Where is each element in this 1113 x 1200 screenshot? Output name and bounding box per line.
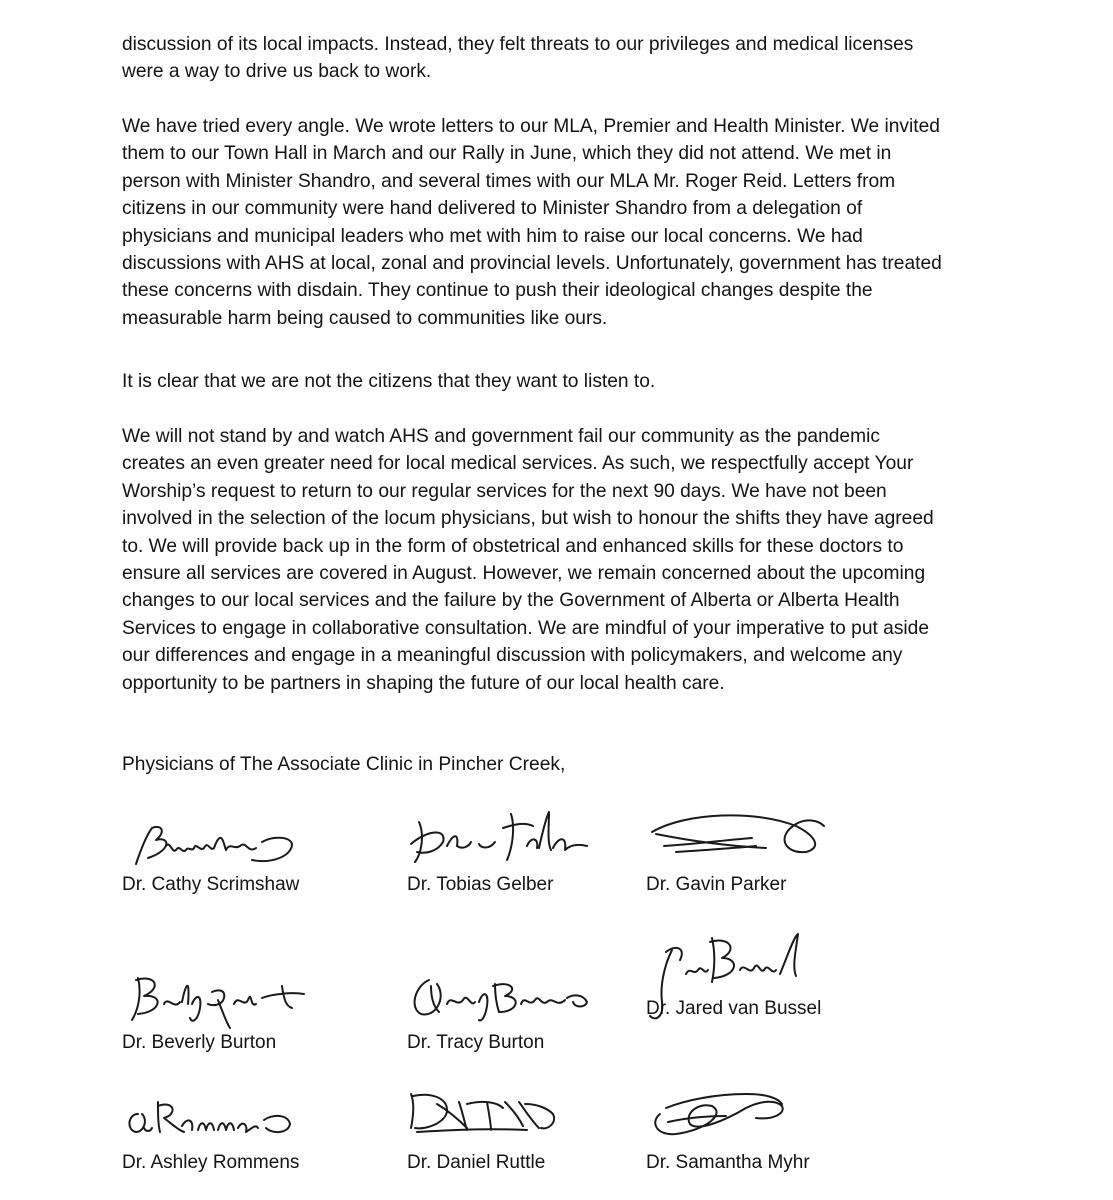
closing-text: Physicians of The Associate Clinic in Pincher Creek, — [122, 754, 566, 775]
text-line: measurable harm being caused to communities like ours. — [122, 307, 608, 329]
signatory-name: Dr. Beverly Burton — [122, 1032, 277, 1053]
text-line: to. We will provide back up in the form of obstetrical and enhanced skills for these doctors to — [122, 535, 904, 557]
paragraph-3 — [122, 368, 1002, 395]
signature-block — [122, 806, 382, 896]
text-line: discussion of its local impacts. Instead, they felt threats to our privileges and medical licenses — [122, 34, 914, 55]
handwritten-signature — [407, 806, 627, 876]
signatory-name: Dr. Samantha Myhr — [646, 1152, 810, 1173]
signatory-name: Dr. Ashley Rommens — [122, 1152, 300, 1173]
paragraph-1 — [122, 31, 1002, 86]
text-line: ensure all services are covered in August. However, we remain concerned about the upcoming — [122, 563, 926, 585]
signatory-name: Dr. Jared van Bussel — [646, 998, 822, 1019]
text-line: our differences and engage in a meaningful discussion with policymakers, and welcome any — [122, 645, 903, 667]
text-line: involved in the selection of the locum physicians, but wish to honour the shifts they have agreed — [122, 508, 934, 530]
signatory-name: Dr. Tobias Gelber — [407, 874, 554, 895]
text-line: We have tried every angle. We wrote letters to our MLA, Premier and Health Minister. We invited — [122, 116, 940, 137]
handwritten-signature — [646, 1084, 846, 1144]
text-line: citizens in our community were hand delivered to Minister Shandro from a delegation of — [122, 198, 863, 220]
text-line: them to our Town Hall in March and our Rally in June, which they did not attend. We met in — [122, 143, 892, 165]
text-line: person with Minister Shandro, and several times with our MLA Mr. Roger Reid. Letters from — [122, 170, 896, 192]
text-line: discussions with AHS at local, zonal and provincial levels. Unfortunately, government has treated — [122, 253, 942, 275]
signature-block — [122, 964, 382, 1054]
handwritten-signature — [122, 964, 322, 1034]
text-line: Services to engage in collaborative consultation. We are mindful of your imperative to put aside — [122, 617, 930, 639]
text-line: We will not stand by and watch AHS and government fail our community as the pandemic — [122, 426, 880, 447]
handwritten-signature — [122, 806, 322, 876]
text-line: were a way to drive us back to work. — [122, 61, 432, 83]
signatory-name: Dr. Tracy Burton — [407, 1032, 545, 1053]
signature-block — [407, 806, 667, 896]
text-line: changes to our local services and the failure by the Government of Alberta or Alberta Health — [122, 590, 900, 612]
signatory-name: Dr. Daniel Ruttle — [407, 1152, 546, 1173]
text-line: these concerns with disdain. They continue to push their ideological changes despite the — [122, 280, 873, 302]
signature-block — [122, 1084, 382, 1174]
handwritten-signature — [122, 1084, 322, 1144]
text-line: It is clear that we are not the citizens that they want to listen to. — [122, 371, 656, 392]
text-line: Worship’s request to return to our regular services for the next 90 days. We have not been — [122, 480, 887, 502]
signature-block — [646, 806, 906, 896]
signature-block — [407, 964, 667, 1054]
closing-line — [122, 751, 1002, 778]
paragraph-4 — [122, 423, 1002, 697]
handwritten-signature — [407, 964, 627, 1034]
signature-block — [646, 930, 906, 1020]
text-line: creates an even greater need for local medical services. As such, we respectfully accept Your — [122, 453, 914, 475]
signature-block — [407, 1084, 667, 1174]
handwritten-signature — [407, 1084, 627, 1144]
text-line: physicians and municipal leaders who met with him to raise our local concerns. We had — [122, 225, 863, 247]
handwritten-signature — [646, 806, 846, 876]
text-line: opportunity to be partners in shaping the future of our local health care. — [122, 672, 725, 694]
signatory-name: Dr. Cathy Scrimshaw — [122, 874, 300, 895]
paragraph-2 — [122, 113, 1002, 332]
signatory-name: Dr. Gavin Parker — [646, 874, 787, 895]
signature-block — [646, 1084, 906, 1174]
